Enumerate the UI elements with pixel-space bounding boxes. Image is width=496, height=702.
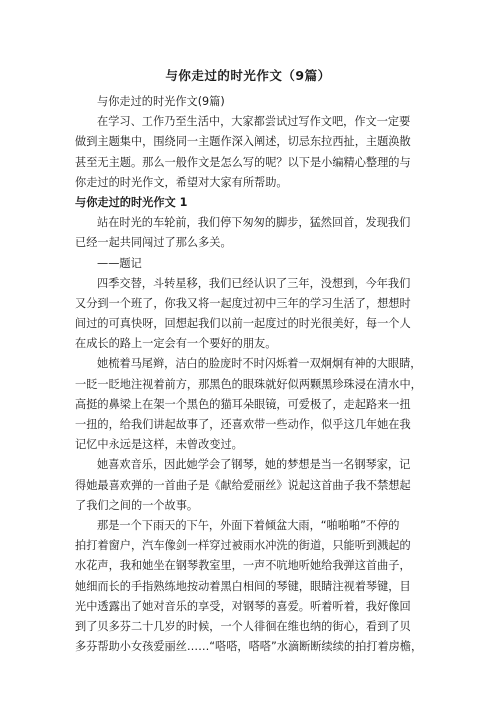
text-line: ——题记	[97, 256, 142, 270]
text-line: 她梳着马尾辫，洁白的脸庞时不时闪烁着一双炯炯有神的大眼睛，	[97, 357, 422, 371]
text-line: 高挺的鼻梁上在架一个黑色的猫耳朵眼镜，可爱极了，走起路来一扭	[75, 397, 411, 411]
text-line: 四季交替，斗转星移，我们已经认识了三年，没想到，今年我们	[97, 276, 411, 290]
text-line: 又分到一个班了，你我又将一起度过初中三年的学习生活了，想想时	[75, 296, 411, 310]
text-line: 水花声，我和她坐在钢琴教室里，一声不吭地听她给我弹这首曲子，	[75, 559, 411, 573]
text-line: 与你走过的时光作文(9篇)	[97, 95, 225, 108]
text-line: 一扭的，给我们讲起故事了，还喜欢带一些动作，似乎这几年她在我	[75, 418, 411, 431]
text-line: 记忆中永远是这样，未曾改变过。	[75, 438, 243, 452]
text-line: 你走过的时光作文，希望对大家有所帮助。	[75, 175, 288, 189]
text-line: 光中透露出了她对音乐的享受，对钢琴的喜爱。听着听着，我好像回	[75, 599, 411, 613]
text-line: 在学习、工作乃至生活中，大家都尝试过写作文吧，作文一定要	[97, 115, 411, 129]
text-line: 那是一个下雨天的下午，外面下着倾盆大雨，“啪啪啪”不停的	[97, 518, 400, 532]
text-line: 甚至无主题。那么一般作文是怎么写的呢？以下是小编精心整理的与	[75, 155, 411, 169]
text-line: 多芬帮助小女孩爱丽丝……“嗒嗒，嗒嗒”水滴断断续续的拍打着房檐，	[75, 640, 423, 654]
text-line: 一眨一眨地注视着前方，那黑色的眼珠就好似两颗黑珍珠浸在清水中，	[75, 377, 422, 391]
document-body	[75, 92, 425, 657]
text-line: 做到主题集中，围绕同一主题作深入阐述，切忌东拉西扯，主题涣散	[75, 135, 411, 149]
text-line: 了我们之间的一个故事。	[75, 498, 199, 512]
text-line: 间过的可真快呀，回想起我们以前一起度过的时光很美好，每一个人	[75, 317, 411, 331]
text-line: 在成长的路上一定会有一个要好的朋友。	[75, 337, 277, 351]
text-line: 已经一起共同闯过了那么多关。	[75, 236, 232, 250]
text-line: 她喜欢音乐，因此她学会了钢琴，她的梦想是当一名钢琴家，记	[97, 458, 411, 472]
text-line: 站在时光的车轮前，我们停下匆匆的脚步，猛然回首，发现我们	[97, 216, 411, 230]
text-line: 到了贝多芬二十几岁的时候，一个人徘徊在维也纳的街心，看到了贝	[75, 619, 411, 633]
section-heading: 与你走过的时光作文 1	[75, 195, 188, 209]
text-line: 得她最喜欢弹的一首曲子是《献给爱丽丝》说起这首曲子我不禁想起	[75, 478, 411, 492]
text-line: 拍打着窗户，汽车像剑一样穿过被雨水冲洗的街道，只能听到溅起的	[75, 539, 411, 553]
document-title: 与你走过的时光作文（9篇）	[165, 68, 331, 83]
text-line: 她细而长的手指熟练地按动着黑白相间的琴键，眼睛注视着琴键，目	[75, 579, 411, 593]
